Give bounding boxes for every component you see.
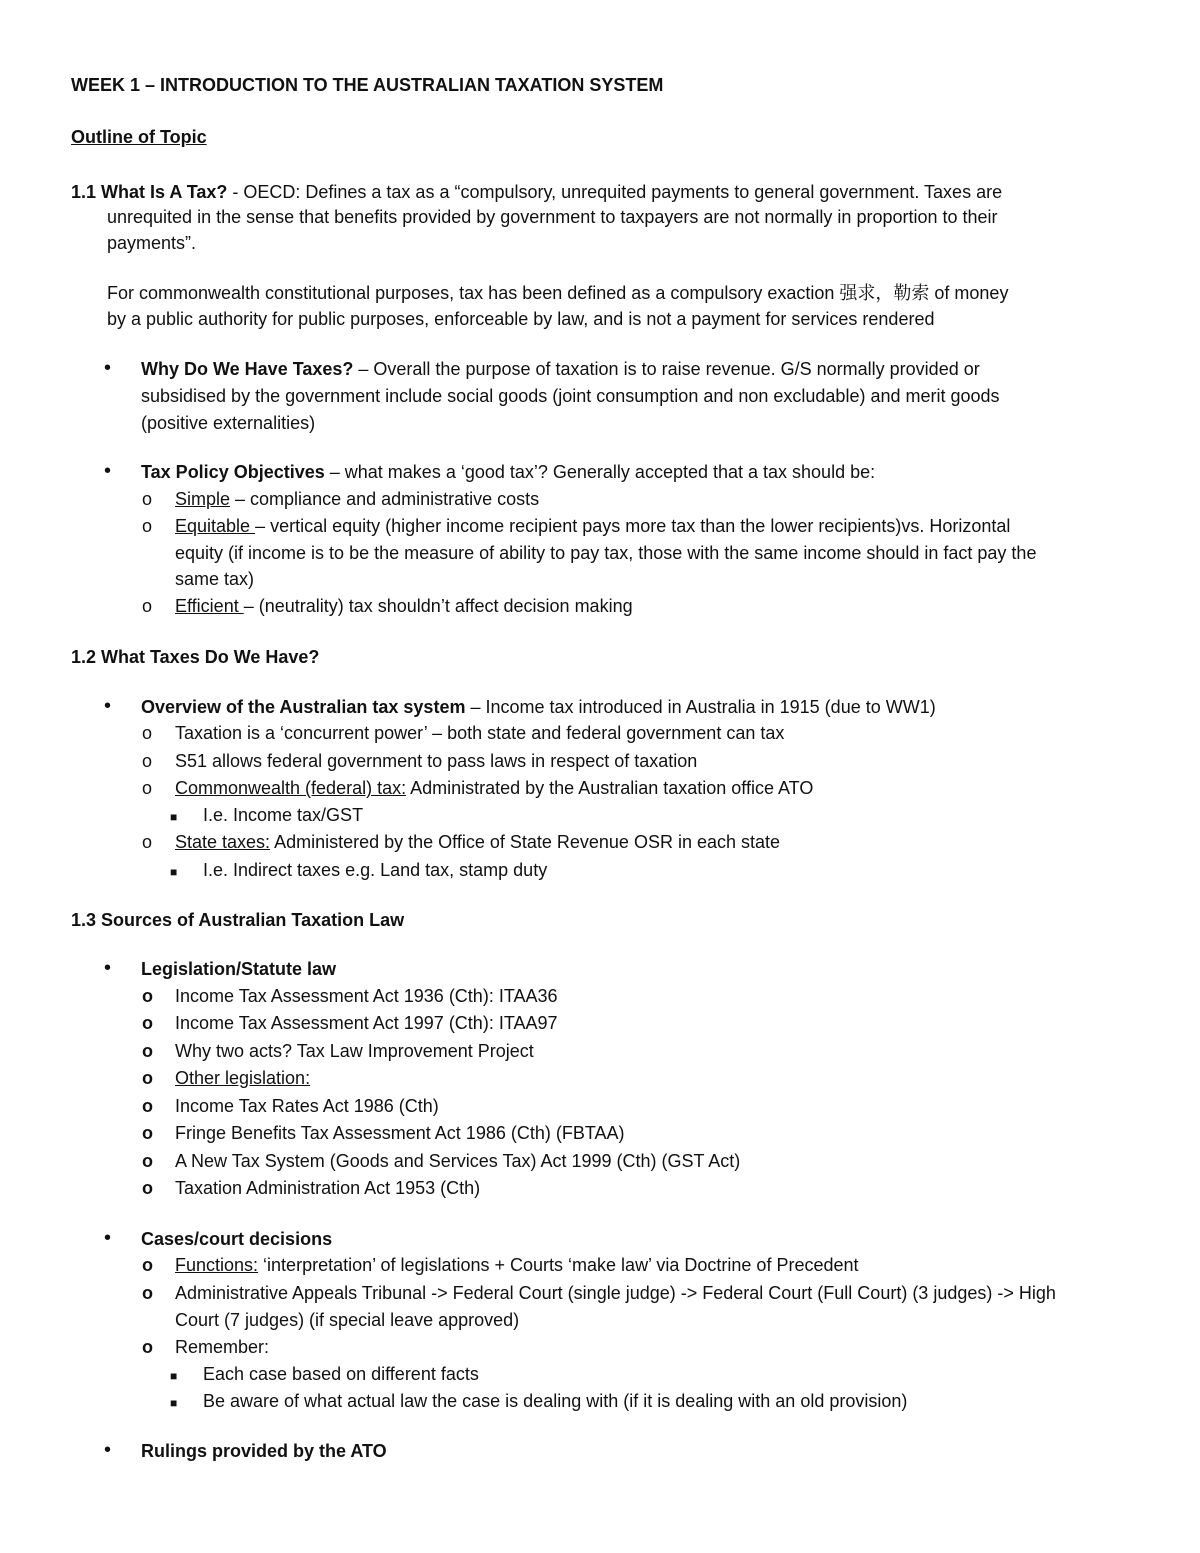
objective-equitable-line-1: Equitable – vertical equity (higher income recipient pays more tax than the lower recipients)vs. Horizontal <box>175 516 1011 536</box>
why-taxes-line-2: subsidised by the government include social goods (joint consumption and non excludable) and merit goods <box>141 386 1000 406</box>
list-item: Income Tax Assessment Act 1936 (Cth): ITAA36 <box>175 986 558 1006</box>
circle-bullet-icon: o <box>142 1068 153 1088</box>
circle-bullet-icon: o <box>142 1096 153 1116</box>
list-item: Taxation is a ‘concurrent power’ – both state and federal government can tax <box>175 723 785 743</box>
circle-bullet-icon: o <box>142 1283 153 1303</box>
tax-system-overview: Overview of the Australian tax system – Income tax introduced in Australia in 1915 (due to WW1) <box>141 697 936 717</box>
objective-efficient: Efficient – (neutrality) tax shouldn’t affect decision making <box>175 596 633 616</box>
list-item: Income Tax Rates Act 1986 (Cth) <box>175 1096 439 1116</box>
square-bullet-icon: ■ <box>170 1396 178 1410</box>
court-functions: Functions: ‘interpretation’ of legislations + Courts ‘make law’ via Doctrine of Precedent <box>175 1255 859 1275</box>
commonwealth-tax-example: I.e. Income tax/GST <box>203 805 364 825</box>
square-bullet-icon: ■ <box>170 865 178 879</box>
rulings-heading: Rulings provided by the ATO <box>141 1441 387 1461</box>
circle-bullet-icon: o <box>142 1337 153 1357</box>
commonwealth-tax: Commonwealth (federal) tax: Administrated by the Australian taxation office ATO <box>175 778 814 798</box>
list-item: Income Tax Assessment Act 1997 (Cth): ITAA97 <box>175 1013 558 1033</box>
bullet-icon: • <box>104 460 112 482</box>
why-taxes-line-3: (positive externalities) <box>141 413 316 433</box>
state-taxes-example: I.e. Indirect taxes e.g. Land tax, stamp duty <box>203 860 548 880</box>
circle-bullet-icon: o <box>142 1151 153 1171</box>
constitutional-definition-line-1: For commonwealth constitutional purposes, tax has been defined as a compulsory exaction 强求，勒索 of money <box>107 283 1009 303</box>
list-item: Taxation Administration Act 1953 (Cth) <box>175 1178 481 1198</box>
tax-policy-objectives: Tax Policy Objectives – what makes a ‘good tax’? Generally accepted that a tax should be: <box>141 462 876 482</box>
section-1-1-line-2: unrequited in the sense that benefits provided by government to taxpayers are not normally in proportion to their <box>107 207 998 227</box>
square-bullet-icon: ■ <box>170 1369 178 1383</box>
circle-bullet-icon: o <box>142 516 153 536</box>
bullet-icon: • <box>104 695 112 717</box>
constitutional-definition-line-2: by a public authority for public purposes, enforceable by law, and is not a payment for services rendered <box>107 309 935 329</box>
circle-bullet-icon: o <box>142 751 153 771</box>
objective-equitable-line-2: equity (if income is to be the measure of ability to pay tax, those with the same income should in fact pay the <box>175 543 1037 563</box>
circle-bullet-icon: o <box>142 596 153 616</box>
state-taxes: State taxes: Administered by the Office of State Revenue OSR in each state <box>175 832 781 852</box>
section-1-1-label: 1.1 What Is A Tax? <box>71 182 228 202</box>
why-taxes-line-1: Why Do We Have Taxes? – Overall the purpose of taxation is to raise revenue. G/S normally provided or <box>141 359 980 379</box>
document-title: WEEK 1 – INTRODUCTION TO THE AUSTRALIAN TAXATION SYSTEM <box>71 75 664 95</box>
section-1-1-line-1: 1.1 What Is A Tax? - OECD: Defines a tax as a “compulsory, unrequited payments to general government. Taxes are <box>71 182 1003 202</box>
circle-bullet-icon: o <box>142 1178 153 1198</box>
circle-bullet-icon: o <box>142 1013 153 1033</box>
circle-bullet-icon: o <box>142 832 153 852</box>
circle-bullet-icon: o <box>142 1123 153 1143</box>
bullet-icon: • <box>104 1439 112 1461</box>
square-bullet-icon: ■ <box>170 810 178 824</box>
other-legislation-label: Other legislation: <box>175 1068 311 1088</box>
list-item: Why two acts? Tax Law Improvement Project <box>175 1041 534 1061</box>
section-1-3-heading: 1.3 Sources of Australian Taxation Law <box>71 910 405 930</box>
circle-bullet-icon: o <box>142 723 153 743</box>
circle-bullet-icon: o <box>142 1255 153 1275</box>
circle-bullet-icon: o <box>142 778 153 798</box>
remember-label: Remember: <box>175 1337 270 1357</box>
list-item: Fringe Benefits Tax Assessment Act 1986 (Cth) (FBTAA) <box>175 1123 625 1143</box>
cases-heading: Cases/court decisions <box>141 1229 333 1249</box>
bullet-icon: • <box>104 357 112 379</box>
objective-simple: Simple – compliance and administrative costs <box>175 489 540 509</box>
outline-heading: Outline of Topic <box>71 127 207 147</box>
list-item: Be aware of what actual law the case is dealing with (if it is dealing with an old provision) <box>203 1391 908 1411</box>
court-hierarchy-line-1: Administrative Appeals Tribunal -> Federal Court (single judge) -> Federal Court (Full Court) (3 judges) -> High <box>175 1283 1056 1303</box>
bullet-icon: • <box>104 1227 112 1249</box>
list-item: Each case based on different facts <box>203 1364 479 1384</box>
list-item: A New Tax System (Goods and Services Tax) Act 1999 (Cth) (GST Act) <box>175 1151 741 1171</box>
circle-bullet-icon: o <box>142 489 153 509</box>
circle-bullet-icon: o <box>142 1041 153 1061</box>
legislation-heading: Legislation/Statute law <box>141 959 337 979</box>
bullet-icon: • <box>104 957 112 979</box>
list-item: S51 allows federal government to pass laws in respect of taxation <box>175 751 698 771</box>
court-hierarchy-line-2: Court (7 judges) (if special leave approved) <box>175 1310 520 1330</box>
section-1-2-heading: 1.2 What Taxes Do We Have? <box>71 647 320 667</box>
section-1-1-line-3: payments”. <box>107 233 197 253</box>
objective-equitable-line-3: same tax) <box>175 569 255 589</box>
circle-bullet-icon: o <box>142 986 153 1006</box>
